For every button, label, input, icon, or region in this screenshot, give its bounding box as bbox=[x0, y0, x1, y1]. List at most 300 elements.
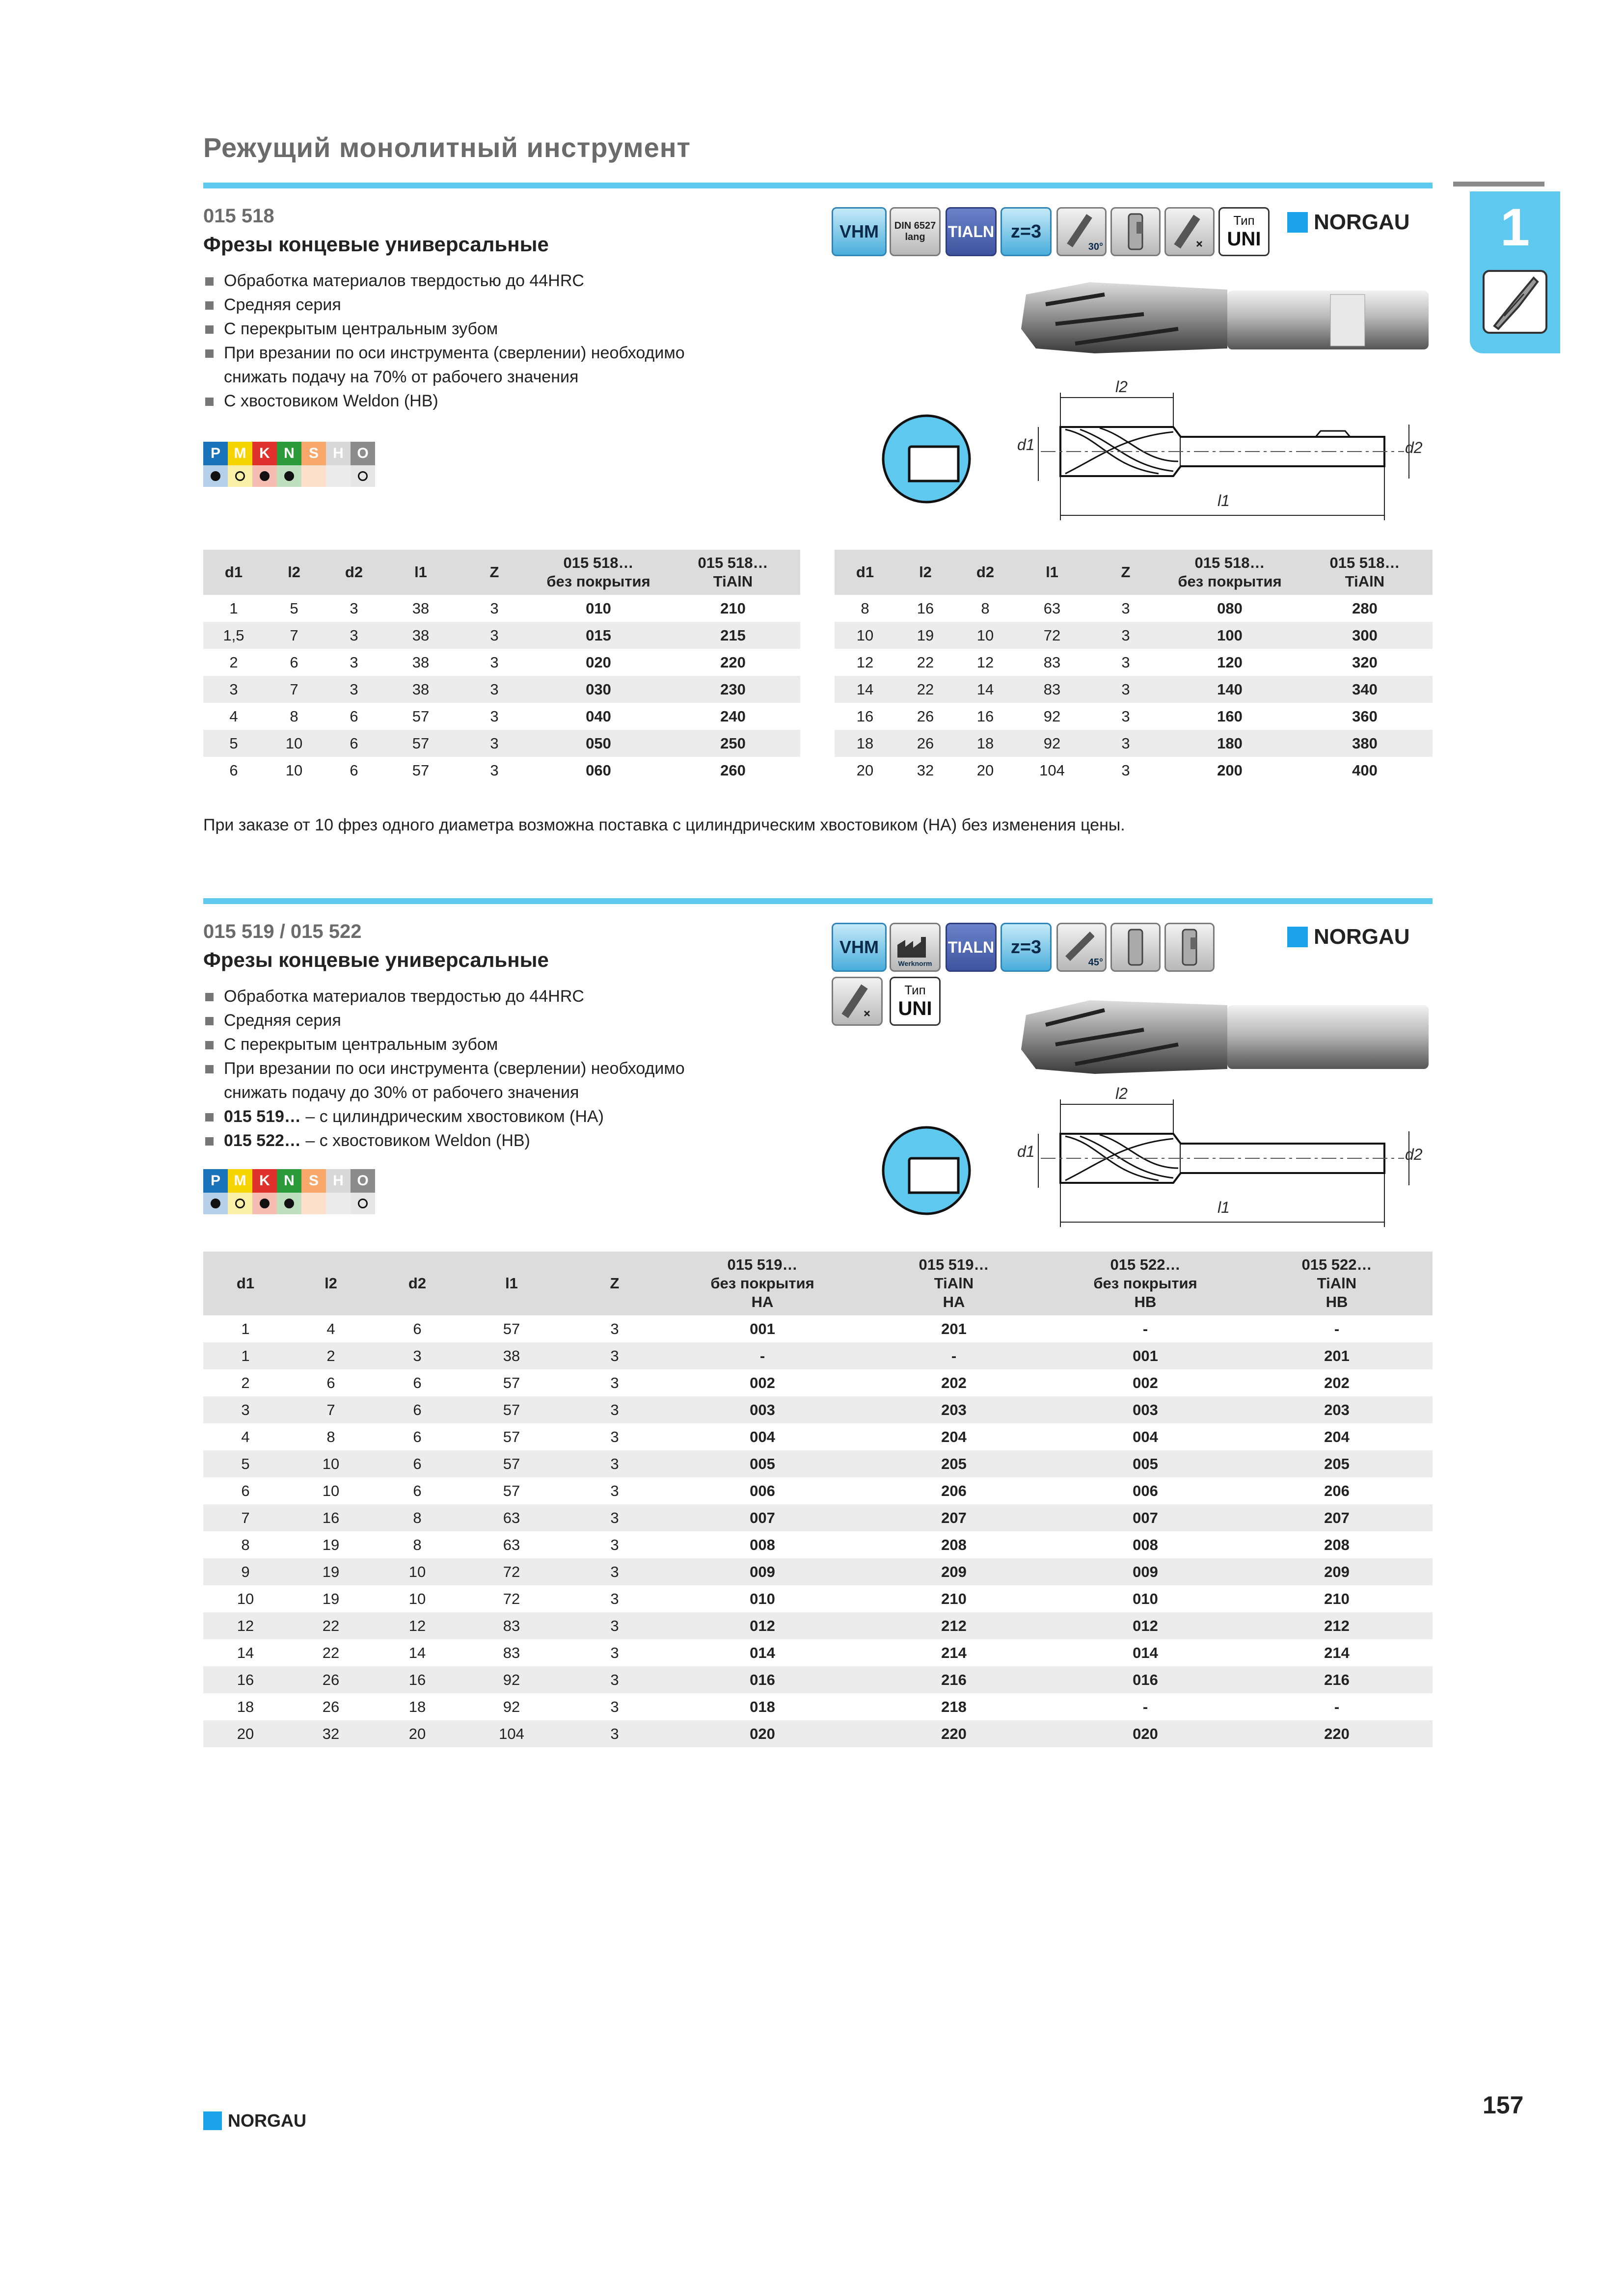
size-table-left: d1 l2 d2 l1 Z 015 518… без покрытия 015 518… TiAlN 1 5 3 38 3 010 210 1,5 7 3 38 3 015 215 2 6 3 38 3 020 220 3 7 3 38 3 030 230 4 8 6 57 3 040 240 5 10 6 57 3 050 250 6 10 6 57 3 060 260 bbox=[203, 550, 800, 784]
table-cell: 200 bbox=[1217, 761, 1243, 779]
table-cell: 208 bbox=[941, 1536, 967, 1553]
table-cell: 8 bbox=[326, 1428, 335, 1445]
material-group-p: P bbox=[203, 442, 228, 465]
table-cell: 007 bbox=[1050, 1504, 1241, 1531]
table-cell: 360 bbox=[1352, 707, 1378, 725]
material-suitability bbox=[326, 465, 351, 487]
table-cell: 6 bbox=[350, 761, 358, 779]
table-cell: 4 bbox=[241, 1428, 250, 1445]
feature-list bbox=[203, 985, 685, 1153]
table-cell: 3 bbox=[1089, 730, 1163, 757]
table-cell: 32 bbox=[288, 1720, 374, 1747]
material-grid bbox=[203, 442, 375, 487]
table-cell: 3 bbox=[610, 1482, 619, 1499]
cross-section-icon bbox=[880, 412, 973, 506]
dim-l2: l2 bbox=[1115, 378, 1128, 396]
table-cell: 3 bbox=[610, 1644, 619, 1661]
material-group-h: H bbox=[326, 442, 351, 465]
cross-section-icon bbox=[880, 1124, 973, 1217]
table-cell: 140 bbox=[1163, 676, 1297, 703]
table-cell: 100 bbox=[1163, 622, 1297, 649]
table-cell: 104 bbox=[1039, 761, 1065, 779]
table-row bbox=[203, 1720, 1433, 1747]
table-cell: 209 bbox=[1241, 1558, 1433, 1585]
table-cell: 63 bbox=[1043, 599, 1061, 617]
material-suitability bbox=[228, 465, 252, 487]
size-table-right: d1 l2 d2 l1 Z 015 518… без покрытия 015 518… TiAlN 8 16 8 63 3 080 280 10 19 10 72 3 100 300 12 22 12 83 3 120 320 14 22 14 83 3 140 340 16 26 16 92 3 160 360 18 26 18 92 3 180 380 20 32 20 104 3 200 400 bbox=[835, 550, 1433, 784]
table-row bbox=[835, 649, 1433, 676]
end-mill-photo bbox=[1016, 990, 1434, 1084]
table-cell: 38 bbox=[384, 676, 458, 703]
table-cell: 26 bbox=[895, 730, 955, 757]
table-cell: 57 bbox=[503, 1374, 520, 1391]
table-cell: 3 bbox=[324, 622, 384, 649]
table-cell: 12 bbox=[203, 1612, 288, 1639]
side-tab-bar bbox=[1453, 182, 1544, 187]
table-cell: 216 bbox=[1241, 1666, 1433, 1693]
table-cell: - bbox=[1334, 1698, 1340, 1715]
material-suitability bbox=[326, 1193, 351, 1214]
brand-logo: NORGAU bbox=[1287, 210, 1410, 235]
table-cell: 3 bbox=[324, 676, 384, 703]
material-suitability bbox=[301, 1193, 326, 1214]
weldon-shank-icon bbox=[1110, 207, 1161, 256]
table-cell: 3 bbox=[350, 599, 358, 617]
table-cell: 1 bbox=[241, 1320, 250, 1337]
table-cell: 63 bbox=[503, 1536, 520, 1553]
table-cell: 38 bbox=[412, 599, 430, 617]
table-cell: 7 bbox=[264, 622, 324, 649]
table-row bbox=[203, 1342, 1433, 1369]
table-cell: 6 bbox=[413, 1320, 422, 1337]
table-cell: 201 bbox=[1241, 1342, 1433, 1369]
table-cell: 010 bbox=[1133, 1590, 1158, 1607]
din-icon: DIN 6527 lang bbox=[890, 207, 941, 256]
table-cell: 016 bbox=[1050, 1666, 1241, 1693]
material-suitability bbox=[203, 465, 228, 487]
table-cell: 220 bbox=[1241, 1720, 1433, 1747]
table-cell: 180 bbox=[1163, 730, 1297, 757]
table-cell: 016 bbox=[667, 1666, 858, 1693]
table-cell: 080 bbox=[1217, 599, 1243, 617]
dim-l1: l1 bbox=[1217, 1199, 1230, 1216]
page-header-title: Режущий монолитный инструмент bbox=[203, 132, 691, 163]
table-cell: 10 bbox=[288, 1450, 374, 1477]
table-cell: 57 bbox=[503, 1320, 520, 1337]
feature-item: При врезании по оси инструмента (сверлении) необходимо bbox=[203, 1057, 685, 1081]
table-cell: 3 bbox=[1121, 707, 1130, 725]
plunge-icon bbox=[832, 977, 883, 1026]
table-cell: 004 bbox=[750, 1428, 775, 1445]
table-row bbox=[203, 1369, 1433, 1396]
table-cell: 3 bbox=[203, 1396, 288, 1423]
table-cell: 014 bbox=[750, 1644, 775, 1661]
table-row bbox=[835, 622, 1433, 649]
table-cell: 3 bbox=[563, 1450, 667, 1477]
table-cell: - bbox=[667, 1342, 858, 1369]
table-cell: 5 bbox=[290, 599, 298, 617]
table-cell: 210 bbox=[720, 599, 746, 617]
table-cell: 205 bbox=[1241, 1450, 1433, 1477]
end-mill-photo bbox=[1016, 275, 1434, 363]
table-cell: 6 bbox=[374, 1450, 460, 1477]
table-cell: 2 bbox=[288, 1342, 374, 1369]
table-cell: 16 bbox=[976, 707, 994, 725]
table-cell: 57 bbox=[503, 1428, 520, 1445]
feature-item: С хвостовиком Weldon (HB) bbox=[203, 389, 685, 413]
vhm-icon: VHM bbox=[832, 207, 887, 256]
table-cell: 3 bbox=[563, 1558, 667, 1585]
feature-item: С перекрытым центральным зубом bbox=[203, 1033, 685, 1057]
table-cell: 20 bbox=[203, 1720, 288, 1747]
table-cell: 5 bbox=[203, 1450, 288, 1477]
table-cell: 220 bbox=[720, 653, 746, 671]
table-cell: 26 bbox=[917, 707, 934, 725]
material-group-k: K bbox=[252, 1169, 277, 1193]
table-cell: 206 bbox=[1324, 1482, 1350, 1499]
table-cell: 8 bbox=[413, 1536, 422, 1553]
table-cell: 10 bbox=[374, 1558, 460, 1585]
table-cell: 16 bbox=[288, 1504, 374, 1531]
table-cell: 32 bbox=[917, 761, 934, 779]
material-group-o: O bbox=[351, 1169, 375, 1193]
table-cell: 012 bbox=[1050, 1612, 1241, 1639]
table-cell: 38 bbox=[384, 622, 458, 649]
table-cell: 3 bbox=[610, 1374, 619, 1391]
table-cell: 3 bbox=[563, 1666, 667, 1693]
table-cell: 1 bbox=[203, 1342, 288, 1369]
table-cell: 57 bbox=[412, 707, 430, 725]
table-cell: 26 bbox=[322, 1698, 340, 1715]
table-cell: 18 bbox=[835, 730, 895, 757]
table-cell: 5 bbox=[203, 730, 264, 757]
table-row bbox=[203, 730, 800, 757]
feature-item: Обработка материалов твердостью до 44HRC bbox=[203, 269, 685, 293]
table-row bbox=[203, 1504, 1433, 1531]
plunge-icon bbox=[1164, 207, 1215, 256]
table-cell: 6 bbox=[326, 1374, 335, 1391]
table-row bbox=[203, 1558, 1433, 1585]
table-cell: 57 bbox=[460, 1396, 563, 1423]
material-suitability bbox=[228, 1193, 252, 1214]
table-cell: 16 bbox=[917, 599, 934, 617]
table-cell: 16 bbox=[374, 1666, 460, 1693]
table-cell: 3 bbox=[458, 622, 531, 649]
table-cell: 300 bbox=[1297, 622, 1433, 649]
product-title: Фрезы концевые универсальные bbox=[203, 233, 549, 256]
material-suitability bbox=[252, 465, 277, 487]
table-cell: 009 bbox=[667, 1558, 858, 1585]
table-cell: 201 bbox=[941, 1320, 967, 1337]
table-cell: 2 bbox=[241, 1374, 250, 1391]
table-cell: 72 bbox=[503, 1590, 520, 1607]
table-cell: 003 bbox=[667, 1396, 858, 1423]
material-suitability bbox=[277, 1193, 301, 1214]
table-cell: 83 bbox=[1043, 653, 1061, 671]
dim-d2: d2 bbox=[1405, 1146, 1423, 1163]
table-cell: 6 bbox=[241, 1482, 250, 1499]
table-cell: 10 bbox=[264, 730, 324, 757]
order-note: При заказе от 10 фрез одного диаметра возможна поставка с цилиндрическим хвостовиком (HA) без изменения цены. bbox=[203, 816, 1125, 834]
table-cell: 214 bbox=[941, 1644, 967, 1661]
table-cell: 12 bbox=[856, 653, 874, 671]
table-cell: 3 bbox=[563, 1720, 667, 1747]
vhm-icon: VHM bbox=[832, 923, 887, 972]
table-cell: 7 bbox=[203, 1504, 288, 1531]
table-cell: 18 bbox=[237, 1698, 254, 1715]
table-cell: 1,5 bbox=[203, 622, 264, 649]
table-cell: 015 bbox=[531, 622, 666, 649]
product-title: Фрезы концевые универсальные bbox=[203, 948, 549, 971]
table-cell: 3 bbox=[1089, 622, 1163, 649]
table-cell: 92 bbox=[460, 1666, 563, 1693]
table-cell: - bbox=[858, 1342, 1050, 1369]
table-cell: 012 bbox=[667, 1612, 858, 1639]
table-cell: 260 bbox=[720, 761, 746, 779]
table-cell: 10 bbox=[835, 622, 895, 649]
table-cell: 14 bbox=[955, 676, 1015, 703]
table-cell: 57 bbox=[503, 1482, 520, 1499]
table-cell: 202 bbox=[1324, 1374, 1350, 1391]
table-row bbox=[203, 1450, 1433, 1477]
table-row bbox=[835, 676, 1433, 703]
table-cell: 63 bbox=[460, 1504, 563, 1531]
feature-item: Средняя серия bbox=[203, 293, 685, 317]
table-cell: 160 bbox=[1217, 707, 1243, 725]
table-cell: 22 bbox=[895, 676, 955, 703]
table-cell: 6 bbox=[229, 761, 238, 779]
table-cell: 210 bbox=[941, 1590, 967, 1607]
table-cell: 340 bbox=[1297, 676, 1433, 703]
table-row bbox=[203, 757, 800, 784]
table-cell: 10 bbox=[237, 1590, 254, 1607]
size-table: d1 l2 d2 l1 Z 015 519… без покрытия HA 015 519… TiAlN HA 015 522… без покрытия HB 015 522… TiAlN HB 1 4 6 57 3 001 201 - - 1 2 3 38 3 - - 001 201 2 6 6 57 3 002 202 002 202 3 7 6 57 3 003 203 003 203 4 8 6 57 3 004 204 004 204 5 10 6 57 3 005 205 005 205 6 10 6 57 3 006 206 006 206 7 16 8 63 3 007 207 007 207 8 19 8 63 3 008 208 008 208 9 19 10 72 3 009 209 009 209 10 19 10 72 3 010 210 010 210 12 22 12 83 3 012 212 012 212 14 22 14 83 3 014 214 014 214 16 26 16 92 3 016 216 016 216 18 26 18 92 3 018 218 - - 20 32 20 104 3 020 220 020 220 bbox=[203, 1252, 1433, 1747]
dim-d2: d2 bbox=[1405, 439, 1423, 456]
table-row bbox=[203, 1666, 1433, 1693]
table-row bbox=[203, 1639, 1433, 1666]
table-cell: 006 bbox=[750, 1482, 775, 1499]
table-cell: 009 bbox=[1050, 1558, 1241, 1585]
table-cell: 19 bbox=[895, 622, 955, 649]
footer-brand-logo: NORGAU bbox=[203, 2110, 306, 2131]
material-group-k: K bbox=[252, 442, 277, 465]
table-cell: 212 bbox=[1241, 1612, 1433, 1639]
tialn-icon: TIALN bbox=[946, 923, 997, 972]
table-cell: 214 bbox=[1324, 1644, 1350, 1661]
table-cell: 005 bbox=[667, 1450, 858, 1477]
table-cell: 19 bbox=[322, 1536, 340, 1553]
material-suitability bbox=[277, 465, 301, 487]
z3-icon: z=3 bbox=[1001, 923, 1052, 972]
table-cell: 3 bbox=[610, 1698, 619, 1715]
helix-angle-icon: 30° bbox=[1056, 207, 1107, 256]
table-cell: 14 bbox=[835, 676, 895, 703]
table-cell: 050 bbox=[531, 730, 666, 757]
table-cell: 18 bbox=[408, 1698, 426, 1715]
table-cell: 20 bbox=[856, 761, 874, 779]
table-cell: 240 bbox=[720, 707, 746, 725]
table-cell: 020 bbox=[586, 653, 611, 671]
feature-item-continued: снижать подачу до 30% от рабочего значения bbox=[224, 1083, 579, 1102]
table-cell: 92 bbox=[503, 1698, 520, 1715]
table-cell: 3 bbox=[458, 730, 531, 757]
table-row bbox=[835, 757, 1433, 784]
table-cell: 6 bbox=[324, 730, 384, 757]
table-cell: 3 bbox=[1121, 599, 1130, 617]
table-cell: 002 bbox=[1133, 1374, 1158, 1391]
table-cell: 6 bbox=[350, 707, 358, 725]
z3-icon: z=3 bbox=[1001, 207, 1052, 256]
table-cell: 7 bbox=[288, 1396, 374, 1423]
table-cell: 120 bbox=[1217, 653, 1243, 671]
table-cell: 16 bbox=[856, 707, 874, 725]
table-cell: 19 bbox=[322, 1590, 340, 1607]
table-cell: 040 bbox=[586, 707, 611, 725]
material-group-m: M bbox=[228, 1169, 252, 1193]
feature-item: 015 519… – с цилиндрическим хвостовиком (HA) bbox=[203, 1105, 685, 1129]
table-cell: 72 bbox=[1015, 622, 1089, 649]
table-cell: 92 bbox=[1043, 707, 1061, 725]
table-cell: 3 bbox=[610, 1590, 619, 1607]
helix-angle-icon: 45° bbox=[1056, 923, 1107, 972]
table-cell: 203 bbox=[1241, 1396, 1433, 1423]
table-cell: 205 bbox=[858, 1450, 1050, 1477]
table-cell: 204 bbox=[941, 1428, 967, 1445]
table-row bbox=[203, 1477, 1433, 1504]
table-cell: 380 bbox=[1297, 730, 1433, 757]
table-cell: 8 bbox=[290, 707, 298, 725]
werknorm-icon: Werknorm bbox=[890, 923, 941, 972]
table-row bbox=[835, 730, 1433, 757]
cylindrical-shank-icon bbox=[1110, 923, 1161, 972]
feature-item-continued: снижать подачу на 70% от рабочего значения bbox=[224, 368, 579, 386]
product-code: 015 518 bbox=[203, 205, 274, 227]
table-cell: 38 bbox=[460, 1342, 563, 1369]
table-cell: 38 bbox=[412, 653, 430, 671]
table-cell: 218 bbox=[941, 1698, 967, 1715]
feature-list bbox=[203, 269, 685, 413]
table-cell: 12 bbox=[374, 1612, 460, 1639]
table-cell: 57 bbox=[384, 730, 458, 757]
table-cell: 8 bbox=[861, 599, 869, 617]
table-cell: 004 bbox=[1133, 1428, 1158, 1445]
table-cell: - bbox=[1142, 1320, 1148, 1337]
table-cell: 19 bbox=[288, 1558, 374, 1585]
table-cell: 3 bbox=[458, 676, 531, 703]
table-cell: 12 bbox=[976, 653, 994, 671]
table-cell: 3 bbox=[610, 1428, 619, 1445]
table-cell: 216 bbox=[858, 1666, 1050, 1693]
table-cell: 005 bbox=[1050, 1450, 1241, 1477]
type-uni-icon: Тип UNI bbox=[1218, 207, 1270, 256]
feature-item: При врезании по оси инструмента (сверлении) необходимо bbox=[203, 341, 685, 365]
dim-d1: d1 bbox=[1017, 436, 1035, 454]
table-cell: 230 bbox=[666, 676, 800, 703]
table-cell: 8 bbox=[241, 1536, 250, 1553]
type-uni-icon: Тип UNI bbox=[890, 977, 941, 1026]
material-group-s: S bbox=[301, 442, 326, 465]
table-cell: 20 bbox=[374, 1720, 460, 1747]
table-row bbox=[203, 1423, 1433, 1450]
table-cell: 6 bbox=[413, 1374, 422, 1391]
table-cell: 3 bbox=[610, 1536, 619, 1553]
table-cell: 72 bbox=[460, 1558, 563, 1585]
brand-logo: NORGAU bbox=[1287, 925, 1410, 949]
table-cell: 22 bbox=[288, 1612, 374, 1639]
table-cell: 6 bbox=[290, 653, 298, 671]
feature-item: С перекрытым центральным зубом bbox=[203, 317, 685, 341]
table-row bbox=[203, 622, 800, 649]
table-cell: 209 bbox=[858, 1558, 1050, 1585]
tialn-icon: TIALN bbox=[946, 207, 997, 256]
table-row bbox=[203, 1693, 1433, 1720]
table-cell: 8 bbox=[374, 1504, 460, 1531]
table-cell: 9 bbox=[203, 1558, 288, 1585]
table-cell: 3 bbox=[1121, 653, 1130, 671]
table-row bbox=[203, 703, 800, 730]
table-cell: 001 bbox=[1050, 1342, 1241, 1369]
section-number: 1 bbox=[1500, 197, 1530, 257]
table-cell: 206 bbox=[941, 1482, 967, 1499]
table-cell: 202 bbox=[941, 1374, 967, 1391]
table-cell: 83 bbox=[1015, 676, 1089, 703]
table-cell: 6 bbox=[413, 1428, 422, 1445]
table-cell: 2 bbox=[229, 653, 238, 671]
material-group-p: P bbox=[203, 1169, 228, 1193]
table-cell: 208 bbox=[1324, 1536, 1350, 1553]
table-cell: 003 bbox=[1050, 1396, 1241, 1423]
table-cell: 204 bbox=[1324, 1428, 1350, 1445]
material-grid bbox=[203, 1169, 375, 1214]
table-cell: 010 bbox=[586, 599, 611, 617]
table-cell: 1 bbox=[229, 599, 238, 617]
table-cell: 3 bbox=[1089, 676, 1163, 703]
table-row bbox=[203, 1396, 1433, 1423]
table-cell: 3 bbox=[610, 1320, 619, 1337]
table-cell: 20 bbox=[976, 761, 994, 779]
table-cell: 3 bbox=[563, 1504, 667, 1531]
material-suitability bbox=[203, 1193, 228, 1214]
table-row bbox=[203, 1531, 1433, 1558]
table-cell: 060 bbox=[586, 761, 611, 779]
table-cell: 250 bbox=[666, 730, 800, 757]
table-cell: 10 bbox=[322, 1482, 340, 1499]
table-cell: 10 bbox=[408, 1590, 426, 1607]
feature-item: Обработка материалов твердостью до 44HRC bbox=[203, 985, 685, 1009]
table-cell: 3 bbox=[490, 761, 499, 779]
table-row bbox=[203, 595, 800, 622]
table-cell: 212 bbox=[858, 1612, 1050, 1639]
dim-l1: l1 bbox=[1217, 492, 1230, 509]
table-cell: 14 bbox=[237, 1644, 254, 1661]
table-cell: 57 bbox=[460, 1450, 563, 1477]
section-divider bbox=[203, 898, 1433, 904]
table-cell: 4 bbox=[229, 707, 238, 725]
table-cell: 92 bbox=[1015, 730, 1089, 757]
material-group-o: O bbox=[351, 442, 375, 465]
table-cell: 22 bbox=[322, 1644, 340, 1661]
weldon-shank-icon bbox=[1164, 923, 1215, 972]
table-cell: 3 bbox=[490, 653, 499, 671]
table-cell: 018 bbox=[750, 1698, 775, 1715]
table-cell: 6 bbox=[374, 1396, 460, 1423]
table-cell: 26 bbox=[288, 1666, 374, 1693]
table-row bbox=[203, 1612, 1433, 1639]
material-group-n: N bbox=[277, 442, 301, 465]
table-cell: - bbox=[1334, 1320, 1340, 1337]
table-cell: 7 bbox=[264, 676, 324, 703]
section-divider bbox=[203, 183, 1433, 188]
